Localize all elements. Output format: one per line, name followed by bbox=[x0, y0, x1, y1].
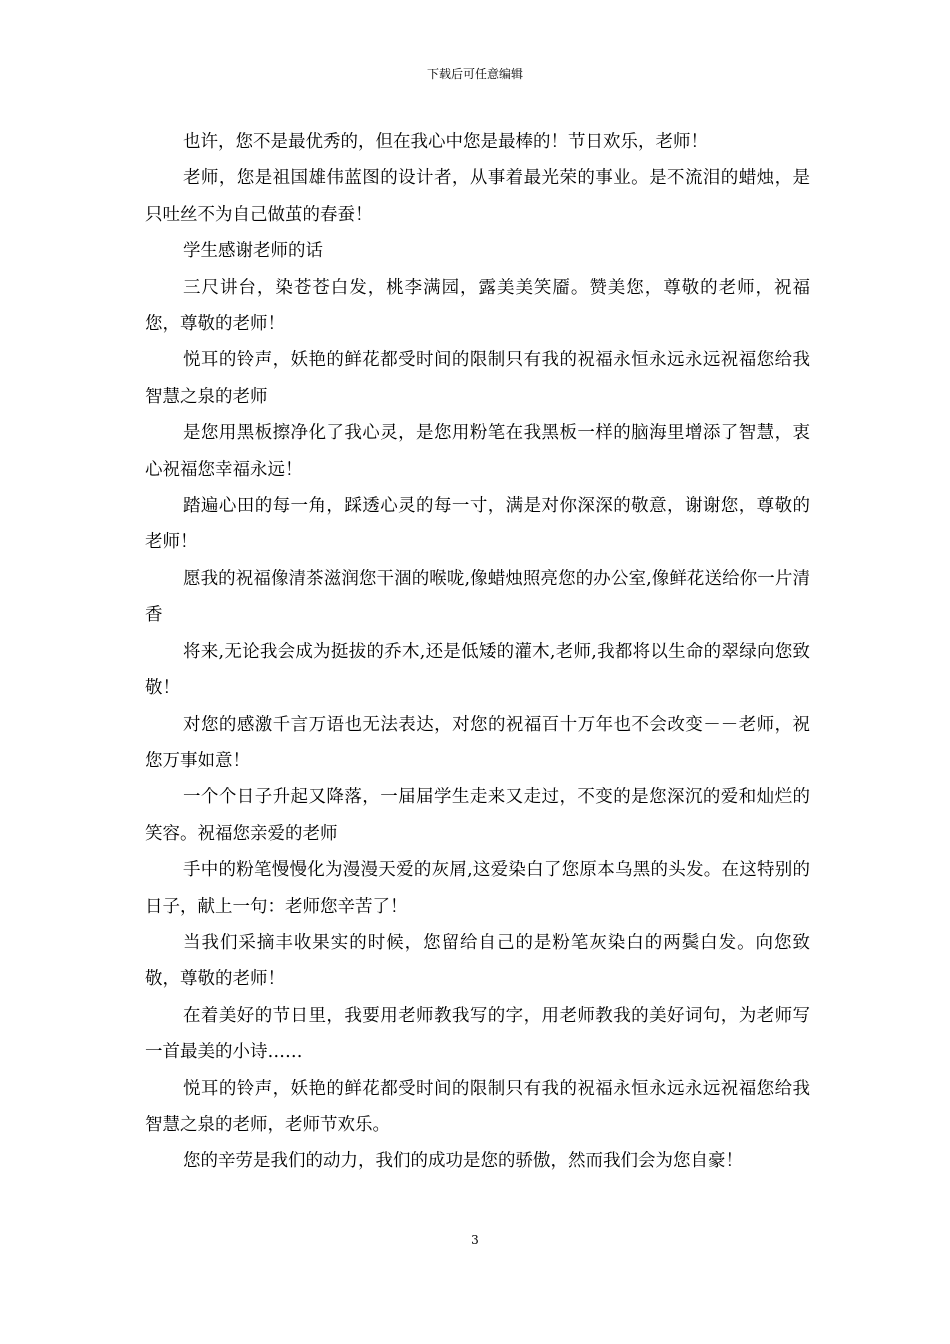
page-header: 下载后可任意编辑 bbox=[426, 67, 523, 81]
paragraph: 三尺讲台，染苍苍白发，桃李满园，露美美笑靥。赞美您，尊敬的老师，祝福您，尊敬的老师！ bbox=[145, 277, 810, 335]
paragraph: 对您的感激千言万语也无法表达，对您的祝福百十万年也不会改变－－老师，祝您万事如意！ bbox=[145, 714, 810, 771]
document-body bbox=[145, 124, 810, 1180]
paragraph: 当我们采摘丰收果实的时候，您留给自己的是粉笔灰染白的两鬓白发。向您致敬，尊敬的老师！ bbox=[145, 932, 810, 990]
paragraph: 在着美好的节日里，我要用老师教我写的字，用老师教我的美好词句，为老师写一首最美的小诗…… bbox=[145, 1005, 810, 1063]
paragraph: 也许，您不是最优秀的，但在我心中您是最棒的！节日欢乐，老师！ bbox=[183, 132, 708, 152]
paragraph: 是您用黑板擦净化了我心灵，是您用粉笔在我黑板一样的脑海里增添了智慧，衷心祝福您幸福永远！ bbox=[145, 423, 810, 480]
paragraph: 手中的粉笔慢慢化为漫漫天爱的灰屑,这爱染白了您原本乌黑的头发。在这特别的日子，献上一句：老师您辛苦了！ bbox=[145, 860, 810, 917]
paragraph: 悦耳的铃声，妖艳的鲜花都受时间的限制只有我的祝福永恒永远永远祝福您给我智慧之泉的老师，老师节欢乐。 bbox=[145, 1078, 810, 1135]
paragraph: 将来,无论我会成为挺拔的乔木,还是低矮的灌木,老师,我都将以生命的翠绿向您致敬！ bbox=[145, 641, 810, 699]
paragraph: 悦耳的铃声，妖艳的鲜花都受时间的限制只有我的祝福永恒永远永远祝福您给我智慧之泉的老师 bbox=[145, 350, 810, 407]
section-heading: 学生感谢老师的话 bbox=[183, 241, 323, 262]
page-number: 3 bbox=[471, 1233, 479, 1247]
paragraph: 踏遍心田的每一角，踩透心灵的每一寸，满是对你深深的敬意，谢谢您，尊敬的老师！ bbox=[145, 496, 810, 553]
paragraph: 愿我的祝福像清茶滋润您干涸的喉咙,像蜡烛照亮您的办公室,像鲜花送给你一片清香 bbox=[145, 568, 810, 626]
paragraph: 老师，您是祖国雄伟蓝图的设计者，从事着最光荣的事业。是不流泪的蜡烛，是只吐丝不为自己做茧的春蚕！ bbox=[145, 168, 810, 225]
paragraph: 您的辛劳是我们的动力，我们的成功是您的骄傲，然而我们会为您自豪！ bbox=[183, 1151, 743, 1172]
paragraph: 一个个日子升起又降落，一届届学生走来又走过，不变的是您深沉的爱和灿烂的笑容。祝福您亲爱的老师 bbox=[145, 787, 810, 844]
